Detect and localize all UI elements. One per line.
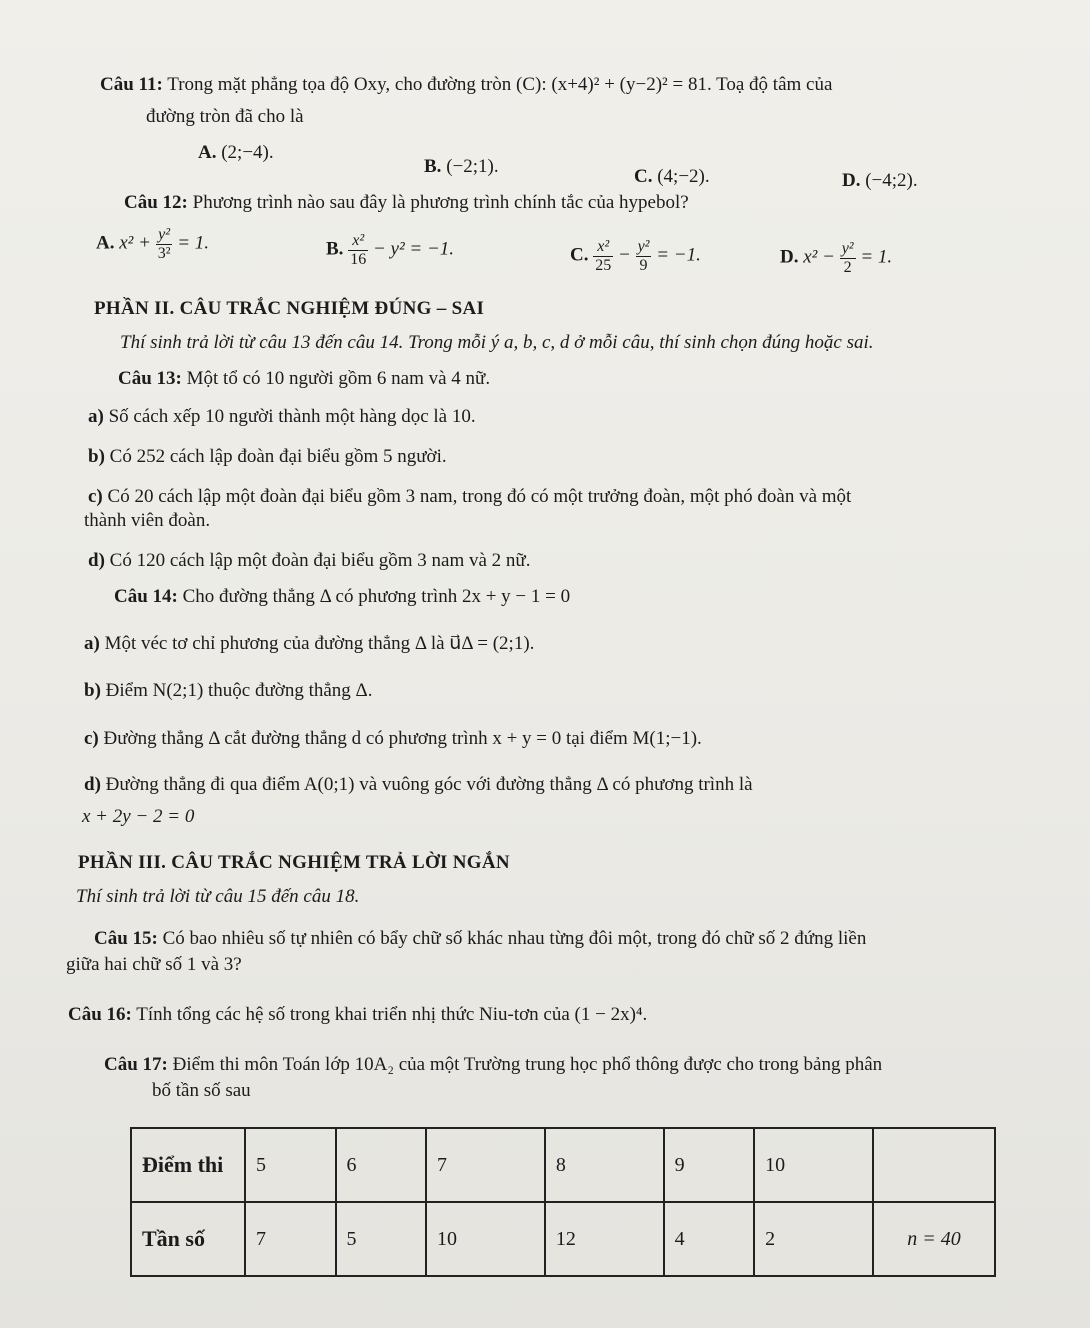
q14-line <box>114 586 570 608</box>
q11-option-a: A. (2;−4). <box>198 142 274 163</box>
table-cell: 12 <box>545 1202 664 1276</box>
table-header-score: Điểm thi <box>131 1128 245 1202</box>
part2-title: PHẦN II. CÂU TRẮC NGHIỆM ĐÚNG – SAI <box>94 298 485 319</box>
q14-item-c: c) Đường thẳng Δ cắt đường thẳng d có phương trình x + y = 0 tại điểm M(1;−1). <box>84 728 702 749</box>
table-cell: 5 <box>336 1202 427 1276</box>
table-cell: 10 <box>754 1128 873 1202</box>
table-cell: 8 <box>545 1128 664 1202</box>
q17-text2: bố tần số sau <box>152 1080 251 1101</box>
table-cell: 7 <box>426 1128 545 1202</box>
table-cell-total: n = 40 <box>873 1202 995 1276</box>
q12-line <box>124 192 689 214</box>
part2-instruction: Thí sinh trả lời từ câu 13 đến câu 14. Trong mỗi ý a, b, c, d ở mỗi câu, thí sinh chọn đúng hoặc sai. <box>120 332 874 353</box>
q17-label: Câu 17: <box>104 1054 168 1075</box>
q13-line <box>118 368 490 390</box>
table-cell <box>873 1128 995 1202</box>
q11-text2: đường tròn đã cho là <box>146 106 304 127</box>
q14-text: Cho đường thẳng Δ có phương trình 2x + y − 1 = 0 <box>182 586 571 607</box>
q14-label: Câu 14: <box>114 586 178 607</box>
q12-label: Câu 12: <box>124 192 188 213</box>
q15-label: Câu 15: <box>94 928 158 949</box>
q15-text2: giữa hai chữ số 1 và 3? <box>66 954 242 975</box>
q13-item-a: a) Số cách xếp 10 người thành một hàng dọc là 10. <box>88 406 476 427</box>
q15-line <box>94 928 866 950</box>
q14-item-b: b) Điểm N(2;1) thuộc đường thẳng Δ. <box>84 680 373 701</box>
q13-text: Một tổ có 10 người gồm 6 nam và 4 nữ. <box>186 368 491 389</box>
q11-option-c: C. (4;−2). <box>634 166 710 187</box>
table-row <box>131 1128 995 1202</box>
table-cell: 9 <box>664 1128 755 1202</box>
q11-option-b: B. (−2;1). <box>424 156 499 177</box>
q13-item-b: b) Có 252 cách lập đoàn đại biểu gồm 5 người. <box>88 446 447 467</box>
table-cell: 2 <box>754 1202 873 1276</box>
q17-text: Điểm thi môn Toán lớp 10A₂ của một Trường trung học phổ thông được cho trong bảng phân <box>172 1054 883 1075</box>
frequency-table <box>130 1127 996 1277</box>
q12-option-a: A. x² + $\frac{\text{y²}}{\text{3²}}$ = 1. <box>96 226 210 262</box>
table-cell: 7 <box>245 1202 336 1276</box>
q13-item-d: d) Có 120 cách lập một đoàn đại biểu gồm 3 nam và 2 nữ. <box>88 550 531 571</box>
q11-text: Trong mặt phẳng tọa độ Oxy, cho đường tròn (C): (x+4)² + (y−2)² = 81. Toạ độ tâm của <box>167 74 833 95</box>
table-cell: 6 <box>336 1128 427 1202</box>
q13-label: Câu 13: <box>118 368 182 389</box>
part3-title: PHẦN III. CÂU TRẮC NGHIỆM TRẢ LỜI NGẮN <box>78 852 510 873</box>
q16-line <box>68 1004 647 1026</box>
q12-option-b: B. $\frac{\text{x²}}{16}$ − y² = −1. <box>326 232 455 268</box>
q11-line1 <box>100 74 832 96</box>
table-header-frequency: Tần số <box>131 1202 245 1276</box>
q12-option-c: C. $\frac{\text{x²}}{25}$ − $\frac{\text{y²}}{9}$ = −1. <box>570 238 701 274</box>
q11-option-d: D. (−4;2). <box>842 170 918 191</box>
q13-item-c-cont: thành viên đoàn. <box>84 510 211 531</box>
q11-label: Câu 11: <box>100 74 163 95</box>
q16-text: Tính tổng các hệ số trong khai triển nhị thức Niu-tơn của (1 − 2x)⁴. <box>136 1004 648 1025</box>
q14-item-a: a) Một véc tơ chỉ phương của đường thẳng Δ là u⃗Δ = (2;1). <box>84 633 535 654</box>
table-cell: 4 <box>664 1202 755 1276</box>
table-row <box>131 1202 995 1276</box>
q15-text: Có bao nhiêu số tự nhiên có bẩy chữ số khác nhau từng đôi một, trong đó chữ số 2 đứng liền <box>162 928 867 949</box>
q14-item-d: d) Đường thẳng đi qua điểm A(0;1) và vuông góc với đường thẳng Δ có phương trình là <box>84 774 753 795</box>
q13-item-c: c) Có 20 cách lập một đoàn đại biểu gồm 3 nam, trong đó có một trưởng đoàn, một phó đoàn và một <box>88 486 852 507</box>
q17-line <box>104 1054 882 1076</box>
q12-text: Phương trình nào sau đây là phương trình chính tắc của hypebol? <box>192 192 689 213</box>
q16-label: Câu 16: <box>68 1004 132 1025</box>
q14-item-d-cont: x + 2y − 2 = 0 <box>82 806 195 827</box>
q12-option-d: D. x² − $\frac{\text{y²}}{2}$ = 1. <box>780 240 893 276</box>
table-cell: 5 <box>245 1128 336 1202</box>
part3-instruction: Thí sinh trả lời từ câu 15 đến câu 18. <box>76 886 360 907</box>
table-cell: 10 <box>426 1202 545 1276</box>
